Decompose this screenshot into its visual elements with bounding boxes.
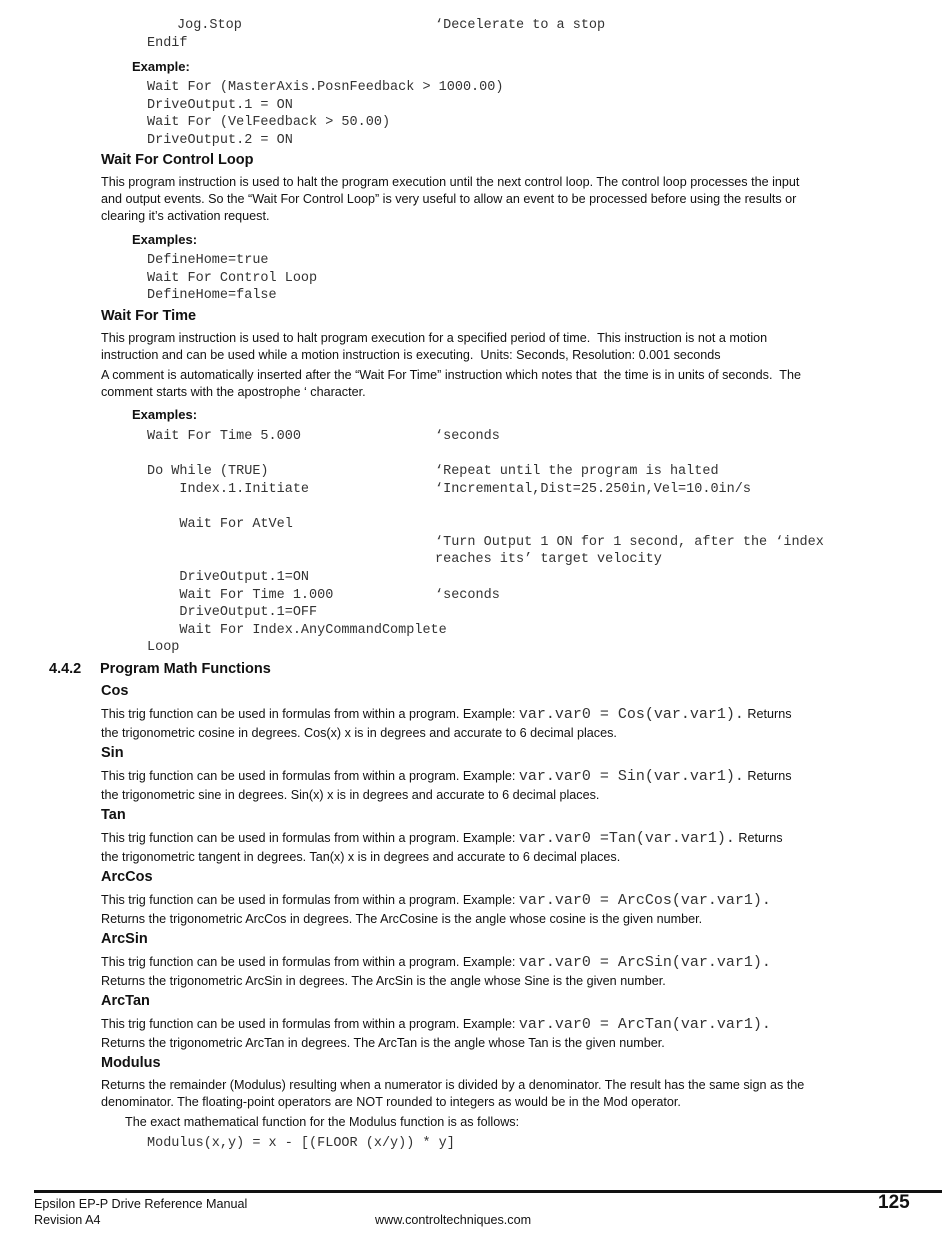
function-desc-line: This trig function can be used in formulas from within a program. Example: var.var0 =Tan(var.var1). Returns: [101, 830, 783, 847]
function-desc-line: This trig function can be used in formulas from within a program. Example: var.var0 = ArcTan(var.var1).: [101, 1016, 771, 1033]
function-desc-line: This trig function can be used in formulas from within a program. Example: var.var0 = Sin(var.var1). Returns: [101, 768, 792, 785]
code-line: Endif: [147, 36, 188, 51]
function-desc-line: the trigonometric cosine in degrees. Cos(x) x is in degrees and accurate to 6 decimal places.: [101, 726, 617, 740]
code-line: Wait For Time 1.000: [147, 588, 334, 603]
function-desc-line: the trigonometric tangent in degrees. Tan(x) x is in degrees and accurate to 6 decimal places.: [101, 850, 621, 864]
section-title: Wait For Time: [101, 308, 197, 324]
section-heading: Program Math Functions: [100, 661, 271, 677]
function-title-tan: Tan: [101, 807, 126, 823]
function-desc-line: Returns the trigonometric ArcSin in degrees. The ArcSin is the angle whose Sine is the given number.: [101, 974, 666, 988]
paragraph-line: A comment is automatically inserted after the “Wait For Time” instruction which notes that the time is in units of seconds. The: [101, 368, 801, 382]
footer-revision: Revision A4: [34, 1213, 101, 1227]
examples-heading: Examples:: [132, 232, 198, 247]
function-desc-line: Returns the trigonometric ArcTan in degrees. The ArcTan is the angle whose Tan is the given number.: [101, 1036, 665, 1050]
code-comment: ‘Turn Output 1 ON for 1 second, after the ‘index: [435, 535, 824, 550]
code-comment: ‘Incremental,Dist=25.250in,Vel=10.0in/s: [435, 482, 751, 497]
code-line: Wait For AtVel: [147, 517, 293, 532]
code-line: Loop: [147, 640, 180, 655]
function-title-cos: Cos: [101, 683, 129, 699]
paragraph-line: This program instruction is used to halt program execution for a specified period of time. This instruction is not a motion: [101, 331, 768, 345]
code-comment: ‘Decelerate to a stop: [435, 18, 606, 33]
code-line: DriveOutput.1=ON: [147, 570, 310, 585]
code-line: Wait For Control Loop: [147, 271, 318, 286]
function-desc-line: Returns the trigonometric ArcCos in degrees. The ArcCosine is the angle whose cosine is the given number.: [101, 912, 703, 926]
code-comment: ‘seconds: [435, 588, 500, 603]
code-line: DefineHome=false: [147, 288, 277, 303]
paragraph-line: instruction and can be used while a motion instruction is executing. Units: Seconds, Resolution: 0.001 seconds: [101, 348, 721, 362]
code-line: Wait For (VelFeedback > 50.00): [147, 115, 391, 130]
code-line: Wait For (MasterAxis.PosnFeedback > 1000.00): [147, 80, 504, 95]
code-line: Wait For Index.AnyCommandComplete: [147, 623, 447, 638]
function-title-arctan: ArcTan: [101, 993, 150, 1009]
code-line: Jog.Stop: [177, 18, 242, 33]
footer-manual-title: Epsilon EP-P Drive Reference Manual: [34, 1197, 248, 1211]
function-title-arcsin: ArcSin: [101, 931, 148, 947]
function-desc-line: This trig function can be used in formulas from within a program. Example: var.var0 = ArcSin(var.var1).: [101, 954, 771, 971]
function-title-modulus: Modulus: [101, 1055, 161, 1071]
example-heading: Example:: [132, 59, 190, 74]
section-number: 4.4.2: [49, 661, 82, 677]
paragraph-line: This program instruction is used to halt the program execution until the next control loop. The control loop processes the input: [101, 175, 800, 189]
code-line: Wait For Time 5.000: [147, 429, 301, 444]
paragraph-line: clearing it’s activation request.: [101, 209, 270, 223]
footer-rule: [34, 1190, 942, 1193]
function-title-arccos: ArcCos: [101, 869, 153, 885]
code-line: Do While (TRUE): [147, 464, 269, 479]
code-line: DriveOutput.2 = ON: [147, 133, 293, 148]
code-line: DefineHome=true: [147, 253, 269, 268]
code-line: Index.1.Initiate: [147, 482, 310, 497]
function-desc-line: This trig function can be used in formulas from within a program. Example: var.var0 = ArcCos(var.var1).: [101, 892, 771, 909]
code-line: DriveOutput.1 = ON: [147, 98, 293, 113]
paragraph-line: Returns the remainder (Modulus) resulting when a numerator is divided by a denominator. The result has the same sign as the: [101, 1078, 805, 1092]
function-title-sin: Sin: [101, 745, 124, 761]
code-comment: reaches its’ target velocity: [435, 552, 662, 567]
footer-url[interactable]: www.controltechniques.com: [375, 1213, 532, 1227]
function-desc-line: the trigonometric sine in degrees. Sin(x) x is in degrees and accurate to 6 decimal places.: [101, 788, 600, 802]
page-number: 125: [878, 1192, 910, 1213]
function-desc-line: This trig function can be used in formulas from within a program. Example: var.var0 = Cos(var.var1). Returns: [101, 706, 792, 723]
section-title: Wait For Control Loop: [101, 152, 254, 168]
code-comment: ‘Repeat until the program is halted: [435, 464, 719, 479]
paragraph-line: The exact mathematical function for the Modulus function is as follows:: [125, 1115, 520, 1129]
paragraph-line: and output events. So the “Wait For Control Loop” is very useful to allow an event to be processed before using the results or: [101, 192, 797, 206]
paragraph-line: comment starts with the apostrophe ‘ character.: [101, 385, 366, 399]
code-line: DriveOutput.1=OFF: [147, 605, 318, 620]
paragraph-line: denominator. The floating-point operators are NOT rounded to integers as would be in the Mod operator.: [101, 1095, 681, 1109]
code-comment: ‘seconds: [435, 429, 500, 444]
examples-heading: Examples:: [132, 407, 198, 422]
code-line: Modulus(x,y) = x - [(FLOOR (x/y)) * y]: [147, 1136, 455, 1151]
